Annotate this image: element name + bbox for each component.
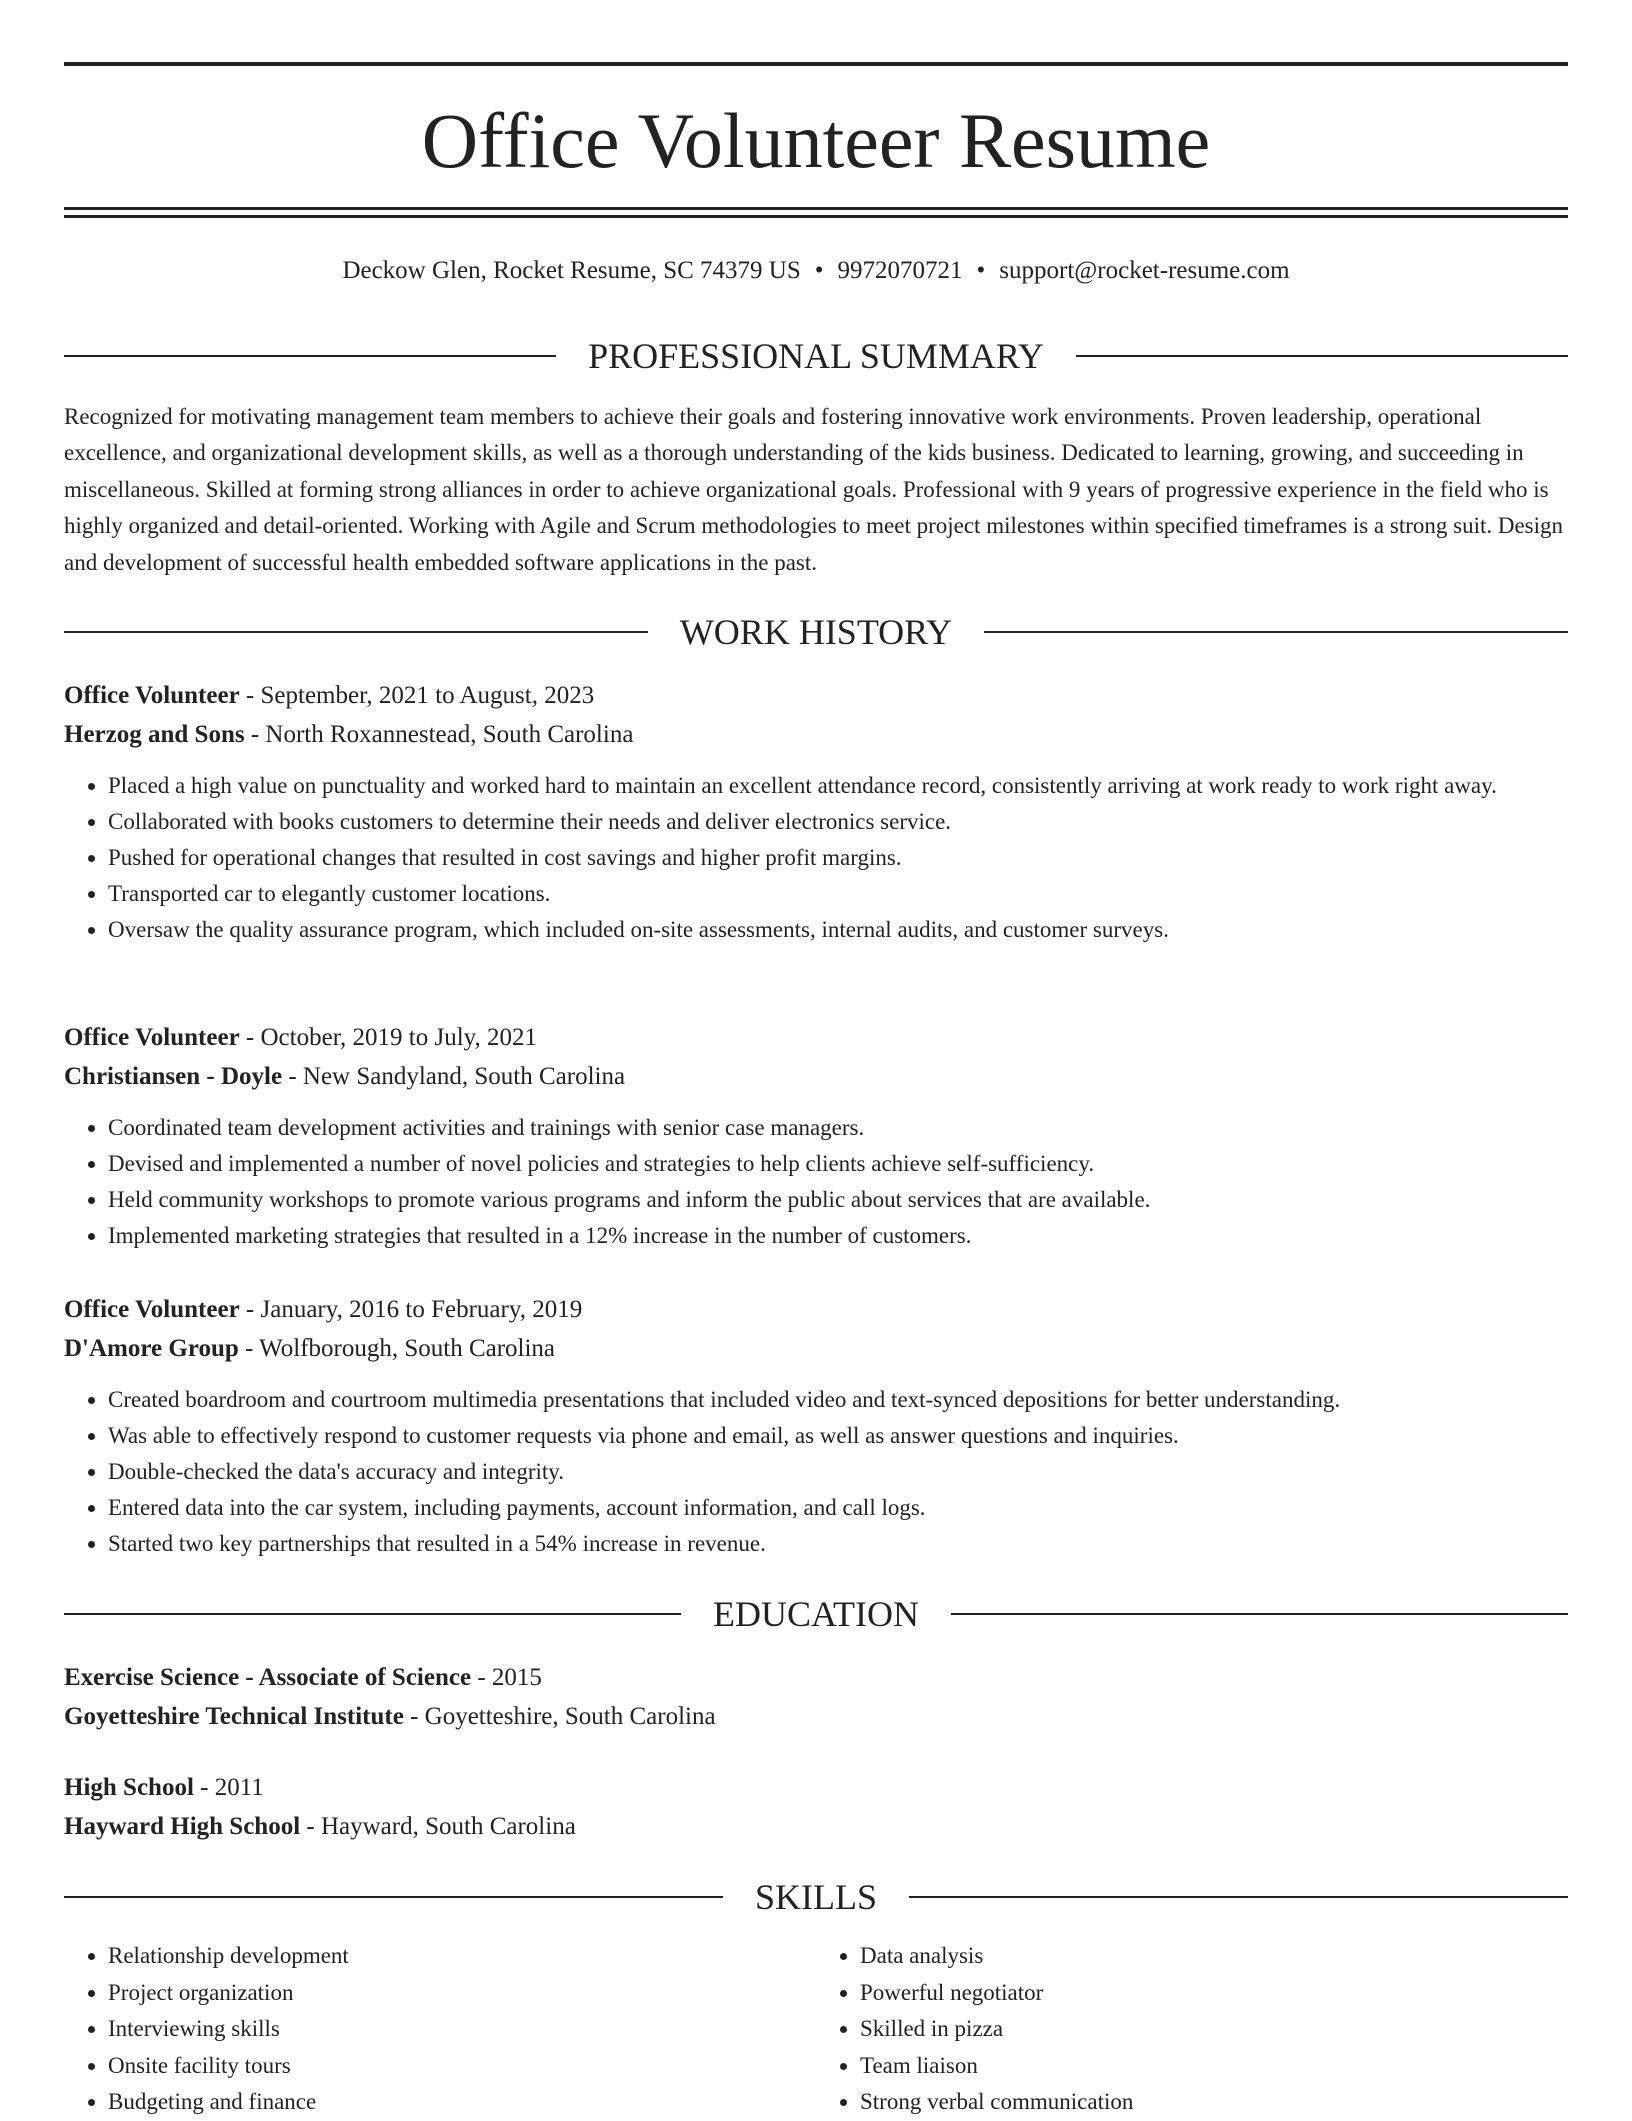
contact-separator: • (814, 257, 824, 284)
heading-rule (1076, 355, 1568, 357)
heading-rule (64, 1613, 681, 1615)
job-location: - Wolfborough, South Carolina (238, 1335, 556, 1362)
education-school-line (64, 1807, 1568, 1846)
skill-item: • Interviewing skills (108, 2011, 816, 2048)
education-location: - Goyetteshire, South Carolina (403, 1703, 716, 1730)
education-degree: Exercise Science - Associate of Science (64, 1664, 472, 1691)
job-location: - North Roxannestead, South Carolina (244, 721, 634, 748)
skill-item: • Strong verbal communication (860, 2084, 1568, 2121)
job-company-line (64, 1329, 1568, 1368)
job-bullets (64, 1110, 1568, 1254)
skill-item: • Budgeting and finance (108, 2084, 816, 2121)
section-heading-summary (64, 334, 1568, 378)
job-bullet: • Held community workshops to promote various programs and inform the public about services that are available. (108, 1182, 1568, 1218)
heading-rule (984, 631, 1568, 633)
job-company: Herzog and Sons (64, 721, 245, 748)
job-entry (64, 1290, 1568, 1562)
skill-item: • Project organization (108, 1975, 816, 2012)
job-bullet: • Started two key partnerships that resulted in a 54% increase in revenue. (108, 1526, 1568, 1562)
section-heading-work-history (64, 610, 1568, 654)
contact-email: support@rocket-resume.com (999, 257, 1290, 284)
job-dates: - October, 2019 to July, 2021 (239, 1024, 538, 1051)
heading-rule (64, 1896, 723, 1898)
skills-list (64, 1938, 1568, 2121)
job-title-line (64, 1290, 1568, 1329)
education-school: Hayward High School (64, 1813, 301, 1840)
education-location: - Hayward, South Carolina (300, 1813, 576, 1840)
heading-rule (64, 355, 556, 357)
job-bullets (64, 768, 1568, 948)
contact-separator: • (976, 257, 986, 284)
education-degree: High School (64, 1774, 194, 1801)
section-title: WORK HISTORY (679, 612, 953, 652)
education-degree-line (64, 1658, 1568, 1697)
job-entry (64, 676, 1568, 948)
education-year: - 2011 (193, 1774, 264, 1801)
top-rule (64, 62, 1568, 66)
title-double-rule (64, 207, 1568, 218)
skills-column-left (64, 1938, 816, 2121)
job-bullet: • Oversaw the quality assurance program, which included on-site assessments, internal audits, and customer surveys. (108, 912, 1568, 948)
job-bullet: • Created boardroom and courtroom multimedia presentations that included video and text-synced depositions for better understanding. (108, 1382, 1568, 1418)
section-heading-education (64, 1592, 1568, 1636)
resume-title: Office Volunteer Resume (421, 97, 1211, 184)
skill-item: • Data analysis (860, 1938, 1568, 1975)
job-title: Office Volunteer (64, 1024, 240, 1051)
section-title: SKILLS (755, 1877, 878, 1917)
section-heading-skills (64, 1875, 1568, 1919)
job-title: Office Volunteer (64, 1296, 240, 1323)
section-title: PROFESSIONAL SUMMARY (588, 336, 1044, 376)
job-bullet: • Devised and implemented a number of novel policies and strategies to help clients achieve self-sufficiency. (108, 1146, 1568, 1182)
job-bullet: • Double-checked the data's accuracy and integrity. (108, 1454, 1568, 1490)
contact-address: Deckow Glen, Rocket Resume, SC 74379 US (342, 257, 801, 284)
job-bullet: • Placed a high value on punctuality and worked hard to maintain an excellent attendance record, consistently arriving at work ready to work right away. (108, 768, 1568, 804)
job-dates: - September, 2021 to August, 2023 (239, 682, 595, 709)
skill-item: • Powerful negotiator (860, 1975, 1568, 2012)
job-company-line (64, 715, 1568, 754)
education-entry (64, 1768, 1568, 1846)
skill-item: • Relationship development (108, 1938, 816, 1975)
contact-line (64, 254, 1568, 288)
education-degree-line (64, 1768, 1568, 1807)
skills-column-right (816, 1938, 1568, 2121)
job-location: - New Sandyland, South Carolina (282, 1063, 626, 1090)
education-school: Goyetteshire Technical Institute (64, 1703, 404, 1730)
heading-rule (909, 1896, 1568, 1898)
heading-rule (951, 1613, 1568, 1615)
job-bullet: • Coordinated team development activities and trainings with senior case managers. (108, 1110, 1568, 1146)
job-bullets (64, 1382, 1568, 1562)
contact-phone: 9972070721 (837, 257, 963, 284)
job-bullet: • Transported car to elegantly customer locations. (108, 876, 1568, 912)
job-title-line (64, 676, 1568, 715)
skill-item: • Onsite facility tours (108, 2048, 816, 2085)
education-school-line (64, 1697, 1568, 1736)
heading-rule (64, 631, 648, 633)
education-entry (64, 1658, 1568, 1736)
job-bullet: • Implemented marketing strategies that resulted in a 12% increase in the number of customers. (108, 1218, 1568, 1254)
job-bullet: • Collaborated with books customers to determine their needs and deliver electronics service. (108, 804, 1568, 840)
skill-item: • Team liaison (860, 2048, 1568, 2085)
job-company-line (64, 1057, 1568, 1096)
job-bullet: • Was able to effectively respond to customer requests via phone and email, as well as answer questions and inquiries. (108, 1418, 1568, 1454)
job-dates: - January, 2016 to February, 2019 (239, 1296, 583, 1323)
job-company: Christiansen - Doyle (64, 1063, 283, 1090)
job-company: D'Amore Group (64, 1335, 239, 1362)
section-title: EDUCATION (713, 1594, 919, 1634)
summary-paragraph: Recognized for motivating management team members to achieve their goals and fostering innovative work environments. Proven leadership, operational excellence, and organizational development skills, as well as a thorough understanding of the kids business. Dedicated to learning, growing, and succeeding in miscellaneous. Skilled at forming strong alliances in order to achieve organizational goals. Professional with 9 years of progressive experience in the field who is highly organized and detail-oriented. Working with Agile and Scrum methodologies to meet project milestones within specified timeframes is a strong suit. Design and development of successful health embedded software applications in the past. (64, 404, 1564, 575)
job-title-line (64, 1018, 1568, 1057)
job-bullet: • Pushed for operational changes that resulted in cost savings and higher profit margins. (108, 840, 1568, 876)
skill-item: • Skilled in pizza (860, 2011, 1568, 2048)
job-entry (64, 1018, 1568, 1254)
education-year: - 2015 (471, 1664, 542, 1691)
job-bullet: • Entered data into the car system, including payments, account information, and call logs. (108, 1490, 1568, 1526)
job-title: Office Volunteer (64, 682, 240, 709)
